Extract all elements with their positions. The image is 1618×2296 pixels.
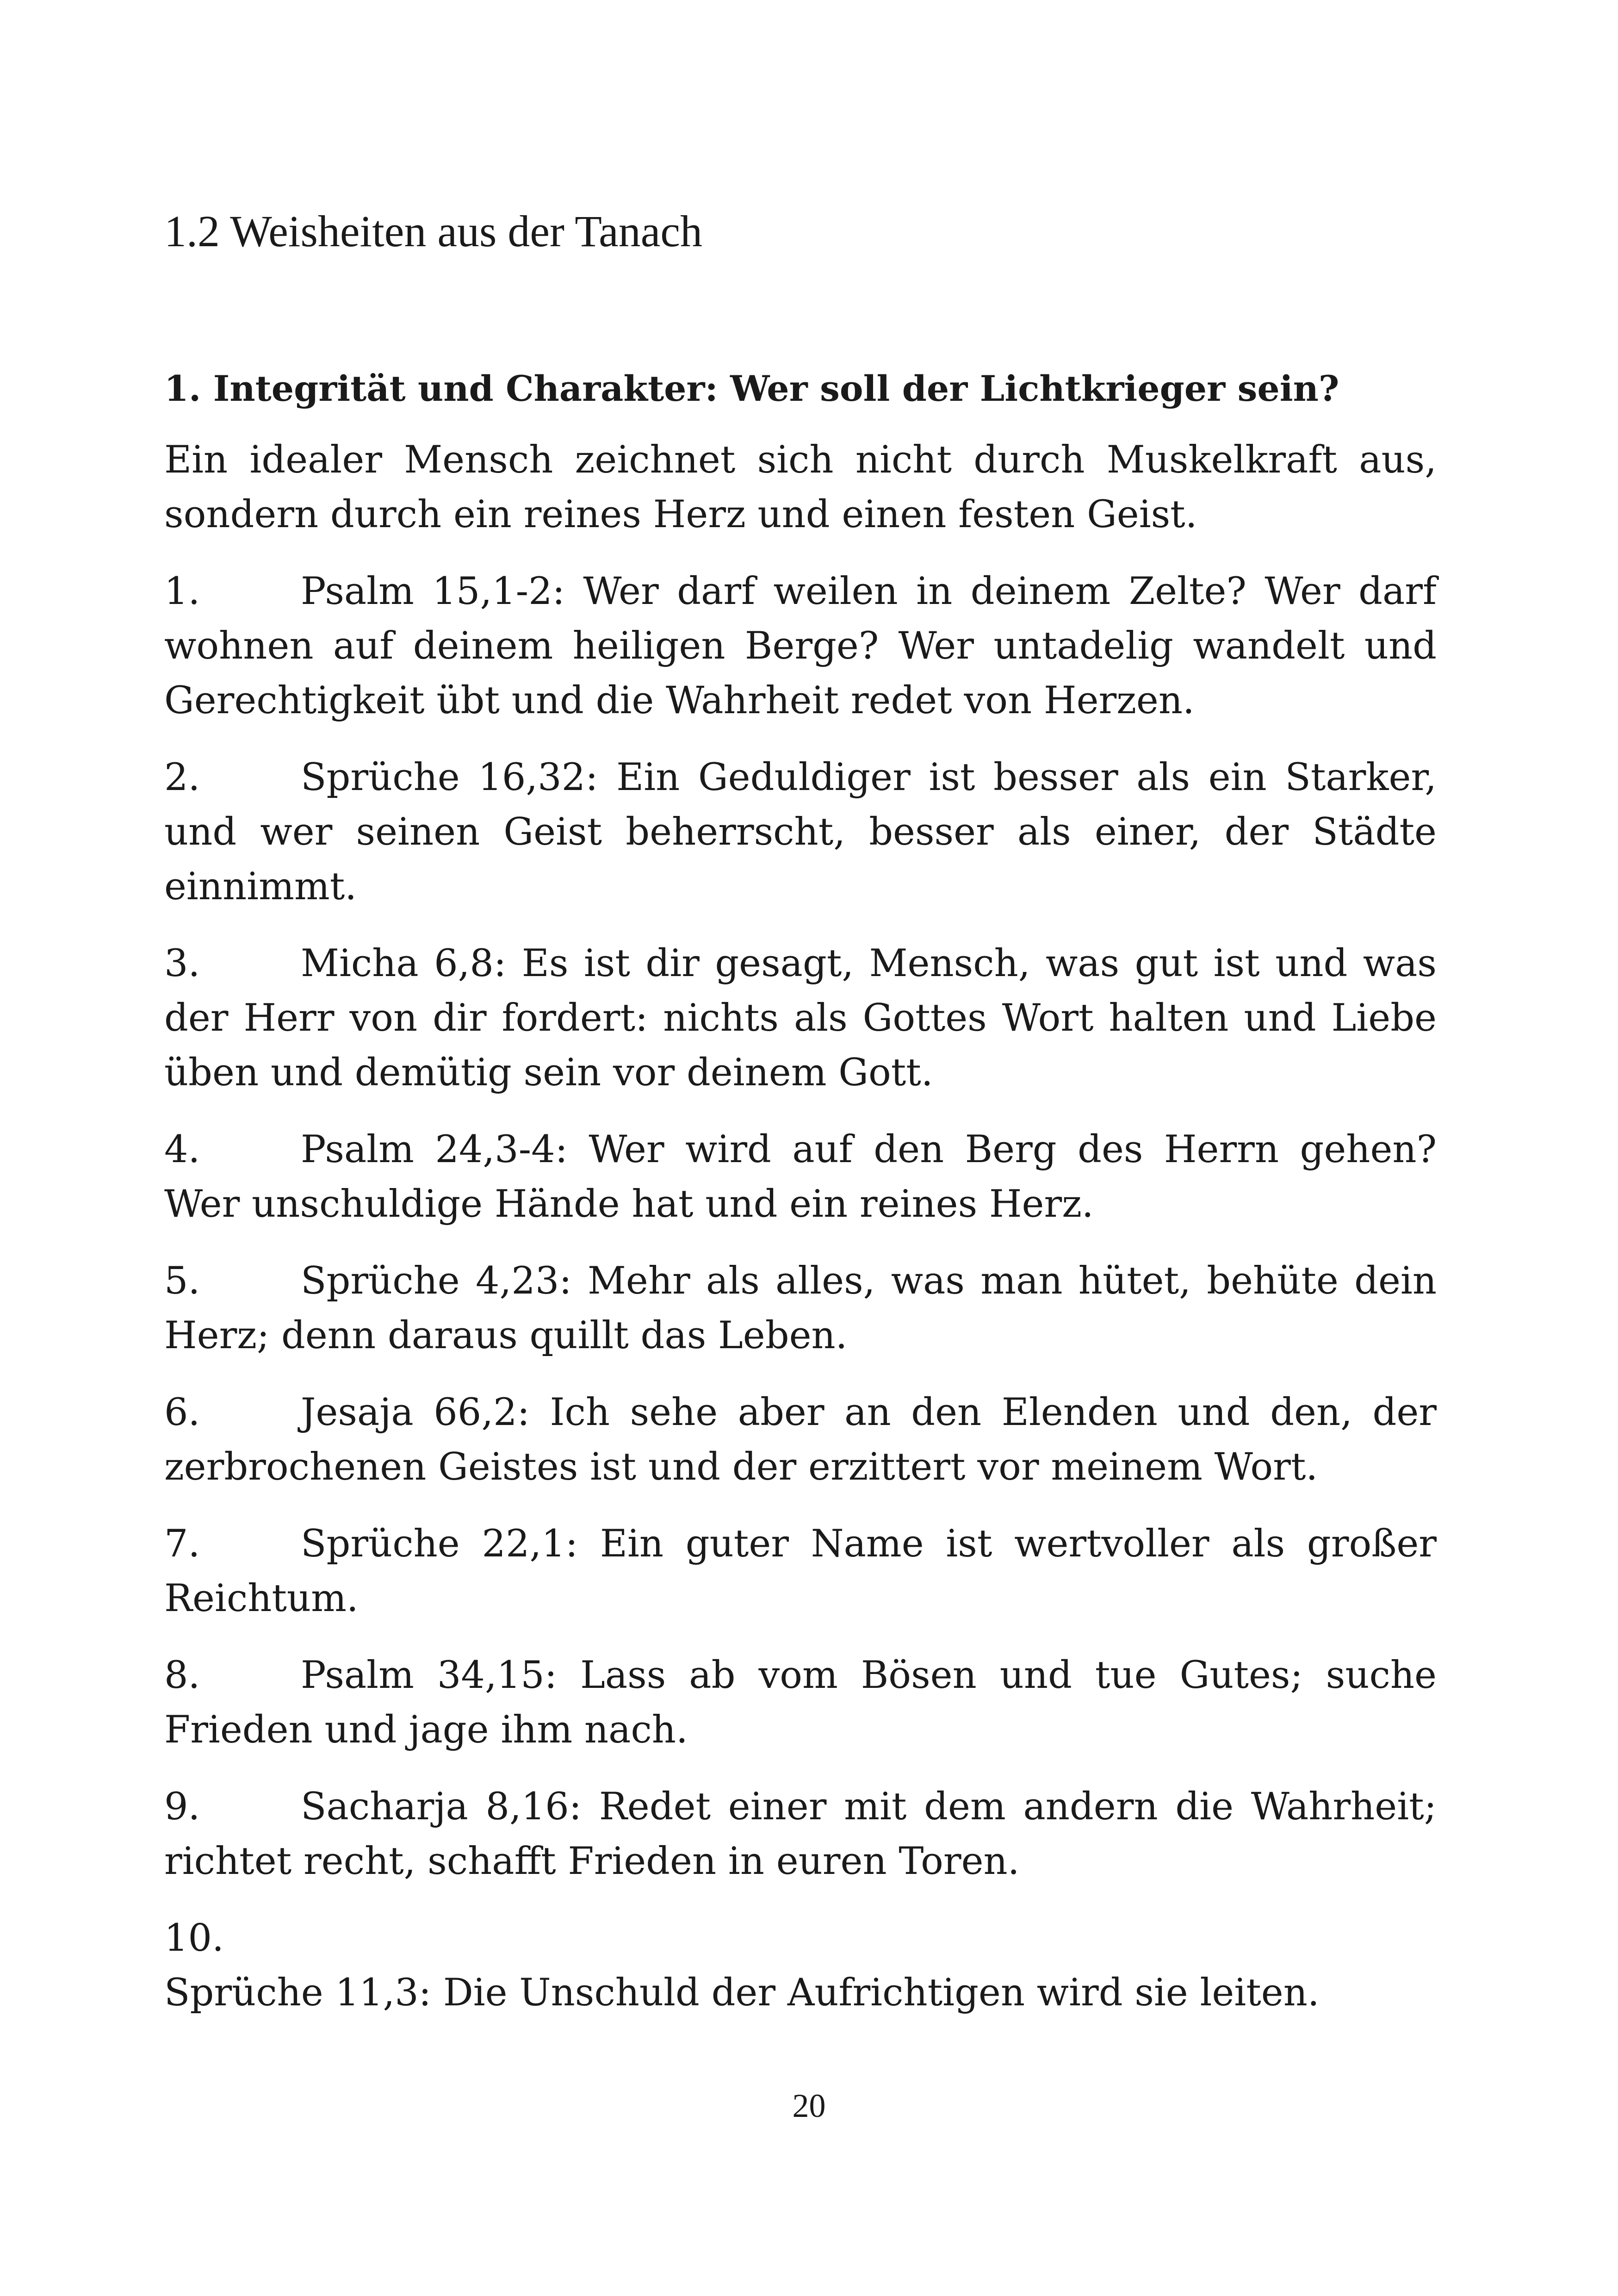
verse-item bbox=[164, 1780, 1437, 1889]
verse-number: 1. bbox=[164, 570, 200, 613]
verse-item bbox=[164, 750, 1437, 914]
verse-number: 2. bbox=[164, 756, 200, 799]
verse-item bbox=[164, 1517, 1437, 1626]
section-title: 1.2 Weisheiten aus der Tanach bbox=[164, 206, 702, 256]
verse-item bbox=[164, 1254, 1437, 1363]
verse-number: 6. bbox=[164, 1391, 200, 1434]
verse-text: Sacharja 8,16: Redet einer mit dem andern die Wahrheit; richtet recht, schafft Frieden in euren Toren. bbox=[164, 1785, 1437, 1883]
verse-item bbox=[164, 1911, 1437, 2020]
verse-item bbox=[164, 1648, 1437, 1757]
verse-text: Psalm 15,1-2: Wer darf weilen in deinem Zelte? Wer darf wohnen auf deinem heiligen Berge? Wer untadelig wandelt und Gerechtigkeit übt und die Wahrheit redet von Herzen. bbox=[164, 570, 1437, 722]
verse-number: 7. bbox=[164, 1522, 200, 1566]
intro-paragraph: Ein idealer Mensch zeichnet sich nicht durch Muskelkraft aus, sondern durch ein reines Herz und einen festen Geist. bbox=[164, 438, 1437, 536]
verse-number: 4. bbox=[164, 1128, 200, 1171]
verse-text: Micha 6,8: Es ist dir gesagt, Mensch, was gut ist und was der Herr von dir fordert: nichts als Gottes Wort halten und Liebe üben und demütig sein vor deinem Gott. bbox=[164, 942, 1437, 1095]
subsection-title: 1. Integrität und Charakter: Wer soll der Lichtkrieger sein? bbox=[164, 368, 1339, 409]
verse-text: Jesaja 66,2: Ich sehe aber an den Elenden und den, der zerbrochenen Geistes ist und der erzittert vor meinem Wort. bbox=[164, 1391, 1437, 1489]
verse-item bbox=[164, 1122, 1437, 1232]
verse-text: Sprüche 16,32: Ein Geduldiger ist besser als ein Starker, und wer seinen Geist beherrscht, besser als einer, der Städte einnimmt. bbox=[164, 756, 1437, 908]
verse-number: 9. bbox=[164, 1785, 200, 1829]
verse-number: 5. bbox=[164, 1259, 200, 1303]
verse-text: Sprüche 11,3: Die Unschuld der Aufrichtigen wird sie leiten. bbox=[164, 1971, 1320, 2015]
verse-item bbox=[164, 564, 1437, 728]
verse-text: Psalm 24,3-4: Wer wird auf den Berg des Herrn gehen? Wer unschuldige Hände hat und ein reines Herz. bbox=[164, 1128, 1437, 1226]
verse-item bbox=[164, 936, 1437, 1100]
verse-text: Sprüche 4,23: Mehr als alles, was man hütet, behüte dein Herz; denn daraus quillt das Leben. bbox=[164, 1259, 1437, 1357]
verse-item bbox=[164, 1385, 1437, 1494]
verse-number: 10. bbox=[164, 1916, 224, 1960]
verse-text: Psalm 34,15: Lass ab vom Bösen und tue Gutes; suche Frieden und jage ihm nach. bbox=[164, 1654, 1437, 1752]
verse-text: Sprüche 22,1: Ein guter Name ist wertvoller als großer Reichtum. bbox=[164, 1522, 1437, 1620]
verse-number: 8. bbox=[164, 1654, 200, 1697]
verse-list bbox=[164, 564, 1437, 2020]
verse-number: 3. bbox=[164, 942, 200, 985]
body-text bbox=[164, 433, 1437, 2042]
page-number: 20 bbox=[792, 2087, 826, 2124]
